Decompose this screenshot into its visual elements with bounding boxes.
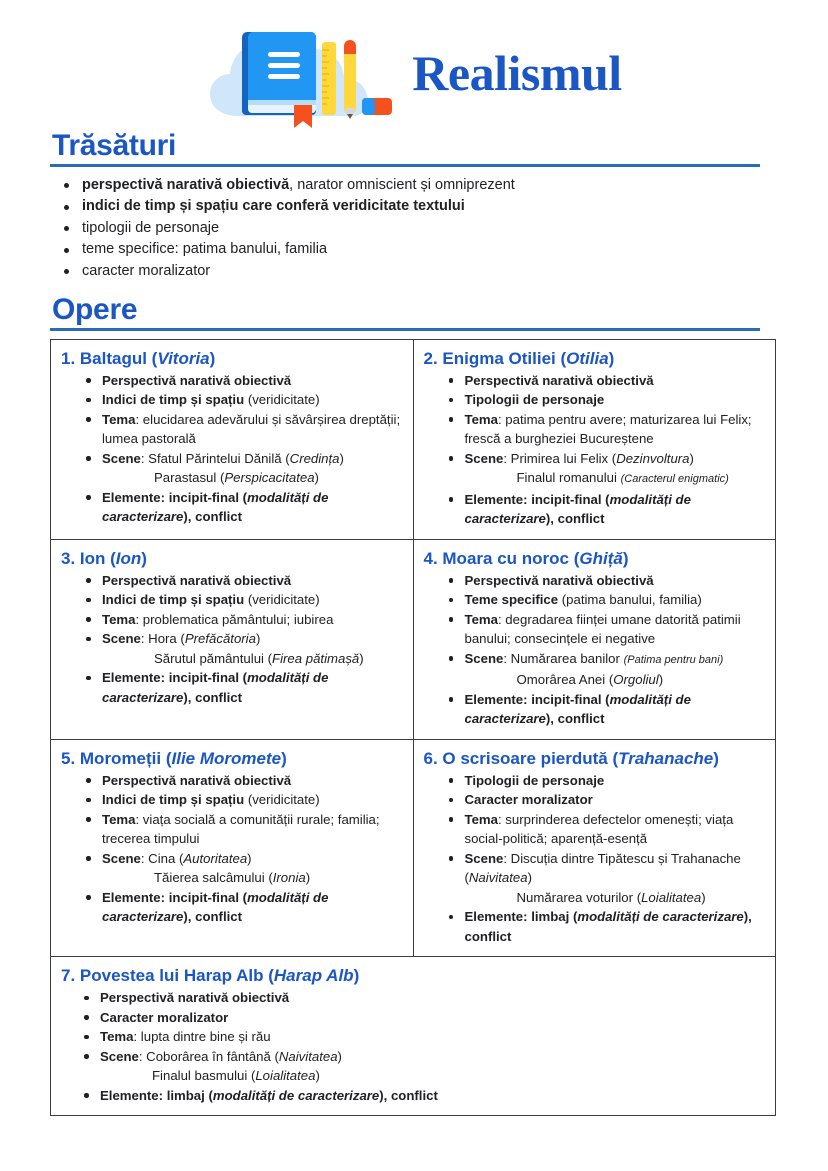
book-ruler-pencil-logo [206, 20, 396, 132]
book-icon [242, 32, 316, 115]
work-cell [413, 539, 776, 739]
work-attribute-list [57, 771, 403, 927]
page-header [0, 0, 828, 130]
work-attribute-item: Scene: Primirea lui Felix (Dezinvoltura) Finalul romanului (Caracterul enigmatic) [448, 449, 766, 490]
work-cell [51, 339, 414, 539]
work-attribute-item: Tema: patima pentru avere; maturizarea lui Felix; frescă a burgheziei Bucureștene [448, 410, 766, 449]
work-title: 4. Moara cu noroc (Ghiță) [423, 548, 629, 568]
work-attribute-item: Scene: Coborârea în fântână (Naivitatea) Finalul basmului (Loialitatea) [83, 1047, 765, 1086]
work-attribute-item: Scene: Numărarea banilor (Patima pentru bani) Omorârea Anei (Orgoliul) [448, 649, 766, 690]
work-attribute-item: Tema: surprinderea defectelor omenești; viața social-politică; aparență-esență [448, 810, 766, 849]
ruler-icon [322, 42, 336, 115]
pencil-icon [344, 40, 356, 119]
work-attribute-item: Tema: problematica pământului; iubirea [85, 610, 403, 630]
table-row [51, 339, 776, 539]
section-rule-opere [50, 328, 760, 331]
work-cell [413, 339, 776, 539]
work-attribute-item: Scene: Cina (Autoritatea) Tăierea salcâmului (Ironia) [85, 849, 403, 888]
work-title: 6. O scrisoare pierdută (Trahanache) [423, 748, 719, 768]
work-attribute-item: Perspectivă narativă obiectivă [85, 371, 403, 391]
trasaturi-list [50, 175, 776, 283]
work-attribute-item: Scene: Sfatul Părintelui Dănilă (Credința) Parastasul (Perspicacitatea) [85, 449, 403, 488]
trasaturi-item: indici de timp și spațiu care conferă veridicitate textului [60, 196, 776, 218]
work-attribute-item: Elemente: incipit-final (modalități de caracterizare), conflict [85, 488, 403, 527]
page-title: Realismul [412, 45, 622, 101]
work-attribute-list [57, 988, 765, 1105]
work-attribute-item: Tema: elucidarea adevărului și săvârșirea dreptății; lumea pastorală [85, 410, 403, 449]
work-title: 3. Ion (Ion) [61, 548, 147, 568]
work-attribute-item: Scene: Discuția dintre Tipătescu și Trahanache (Naivitatea) Numărarea voturilor (Loialitatea) [448, 849, 766, 908]
work-title: 5. Moromeții (Ilie Moromete) [61, 748, 287, 768]
work-title: 7. Povestea lui Harap Alb (Harap Alb) [61, 966, 360, 985]
work-attribute-item: Tema: viața socială a comunității rurale; familia; trecerea timpului [85, 810, 403, 849]
work-attribute-item: Tema: lupta dintre bine și rău [83, 1027, 765, 1047]
work-cell [51, 739, 414, 957]
work-cell [413, 739, 776, 957]
work-attribute-item: Elemente: limbaj (modalități de caracterizare), conflict [448, 907, 766, 946]
work-attribute-item: Indici de timp și spațiu (veridicitate) [85, 390, 403, 410]
section-opere [0, 294, 828, 331]
work-attribute-item: Scene: Hora (Prefăcătoria) Sărutul pământului (Firea pătimașă) [85, 629, 403, 668]
eraser-icon [362, 98, 392, 115]
work-attribute-list [420, 771, 766, 947]
work-title: 1. Baltagul (Vitoria) [61, 348, 216, 368]
work-title: 2. Enigma Otiliei (Otilia) [423, 348, 615, 368]
work-attribute-item: Perspectivă narativă obiectivă [83, 988, 765, 1008]
work-attribute-list [420, 571, 766, 729]
work-attribute-item: Elemente: incipit-final (modalități de caracterizare), conflict [448, 690, 766, 729]
work-attribute-list [420, 371, 766, 529]
work-attribute-item: Perspectivă narativă obiectivă [448, 571, 766, 591]
trasaturi-item: caracter moralizator [60, 261, 776, 283]
section-rule-trasaturi [50, 164, 760, 167]
work-attribute-item: Tipologii de personaje [448, 390, 766, 410]
work-attribute-item: Elemente: incipit-final (modalități de caracterizare), conflict [85, 668, 403, 707]
bookmark-icon [294, 105, 312, 128]
trasaturi-item: teme specifice: patima banului, familia [60, 239, 776, 261]
work-attribute-item: Teme specifice (patima banului, familia) [448, 590, 766, 610]
work-attribute-item: Indici de timp și spațiu (veridicitate) [85, 790, 403, 810]
section-heading-opere: Opere [52, 293, 138, 326]
work-attribute-item: Elemente: limbaj (modalități de caracterizare), conflict [83, 1086, 765, 1106]
work-attribute-list [57, 371, 403, 527]
work-cell [51, 957, 776, 1116]
work-attribute-item: Elemente: incipit-final (modalități de caracterizare), conflict [448, 490, 766, 529]
work-attribute-item: Tema: degradarea ființei umane datorită patimii banului; consecințele ei negative [448, 610, 766, 649]
work-attribute-item: Elemente: incipit-final (modalități de caracterizare), conflict [85, 888, 403, 927]
work-cell [51, 539, 414, 739]
work-attribute-item: Caracter moralizator [448, 790, 766, 810]
table-row [51, 739, 776, 957]
trasaturi-item: perspectivă narativă obiectivă, narator omniscient și omniprezent [60, 175, 776, 197]
work-attribute-item: Perspectivă narativă obiectivă [85, 571, 403, 591]
work-attribute-item: Caracter moralizator [83, 1008, 765, 1028]
table-row [51, 957, 776, 1116]
table-row [51, 539, 776, 739]
work-attribute-list [57, 571, 403, 708]
section-trasaturi [0, 130, 828, 282]
work-attribute-item: Tipologii de personaje [448, 771, 766, 791]
section-heading-trasaturi: Trăsături [52, 129, 177, 162]
work-attribute-item: Perspectivă narativă obiectivă [448, 371, 766, 391]
trasaturi-item: tipologii de personaje [60, 218, 776, 240]
work-attribute-item: Perspectivă narativă obiectivă [85, 771, 403, 791]
work-attribute-item: Indici de timp și spațiu (veridicitate) [85, 590, 403, 610]
works-table [50, 339, 776, 1117]
